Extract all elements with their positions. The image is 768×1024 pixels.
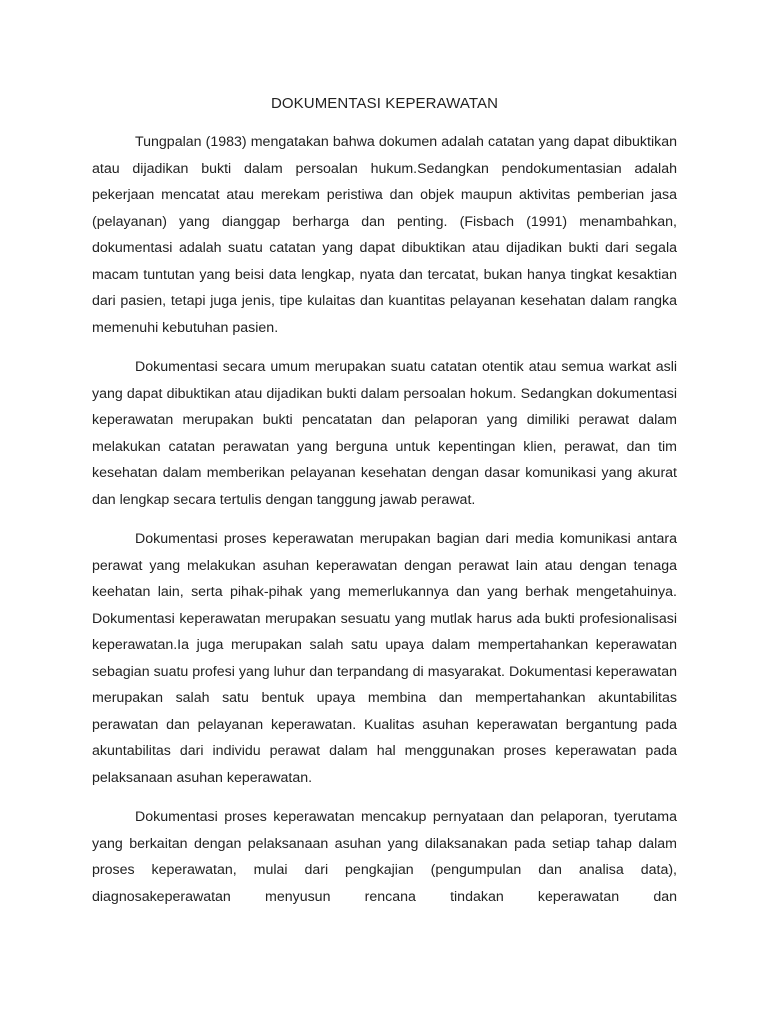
paragraph-3: Dokumentasi proses keperawatan merupakan bagian dari media komunikasi antara perawat yang melakukan asuhan keperawatan dengan perawat lain atau dengan tenaga keehatan lain, serta pihak-pihak yang memerlukannya dan yang berhak mengetahuinya. Dokumentasi keperawatan merupakan sesuatu yang mutlak harus ada bukti profesionalisasi keperawatan.Ia juga merupakan salah satu upaya dalam mempertahankan keperawatan sebagian suatu profesi yang luhur dan terpandang di masyarakat. Dokumentasi keperawatan merupakan salah satu bentuk upaya membina dan mempertahankan akuntabilitas perawatan dan pelayanan keperawatan. Kualitas asuhan keperawatan bergantung pada akuntabilitas dari individu perawat dalam hal menggunakan proses keperawatan pada pelaksanaan asuhan keperawatan. — [92, 531, 677, 786]
paragraph-4: Dokumentasi proses keperawatan mencakup pernyataan dan pelaporan, tyerutama yang berkaitan dengan pelaksanaan asuhan yang dilaksanakan pada setiap tahap dalam proses keperawatan, mulai dari pengkajian (pengumpulan dan analisa data), diagnosakeperawatan menyusun rencana tindakan keperawatan dan — [92, 809, 677, 905]
document-title: DOKUMENTASI KEPERAWATAN — [270, 95, 499, 112]
paragraph-2: Dokumentasi secara umum merupakan suatu catatan otentik atau semua warkat asli yang dapat dibuktikan atau dijadikan bukti dalam persoalan hokum. Sedangkan dokumentasi keperawatan merupakan bukti pencatatan dan pelaporan yang dimiliki perawat dalam melakukan catatan perawatan yang berguna untuk kepentingan klien, perawat, dan tim kesehatan dalam memberikan pelayanan kesehatan dengan dasar komunikasi yang akurat dan lengkap secara tertulis dengan tanggung jawab perawat. — [92, 359, 677, 508]
paragraph-1: Tungpalan (1983) mengatakan bahwa dokumen adalah catatan yang dapat dibuktikan atau dijadikan bukti dalam persoalan hukum.Sedangkan pendokumentasian adalah pekerjaan mencatat atau merekam peristiwa dan objek maupun aktivitas pemberian jasa (pelayanan) yang dianggap berharga dan penting. (Fisbach (1991) menambahkan, dokumentasi adalah suatu catatan yang dapat dibuktikan atau dijadikan bukti dari segala macam tuntutan yang beisi data lengkap, nyata dan tercatat, bukan hanya tingkat kesaktian dari pasien, tetapi juga jenis, tipe kulaitas dan kuantitas pelayanan kesehatan dalam rangka memenuhi kebutuhan pasien. — [92, 134, 677, 336]
